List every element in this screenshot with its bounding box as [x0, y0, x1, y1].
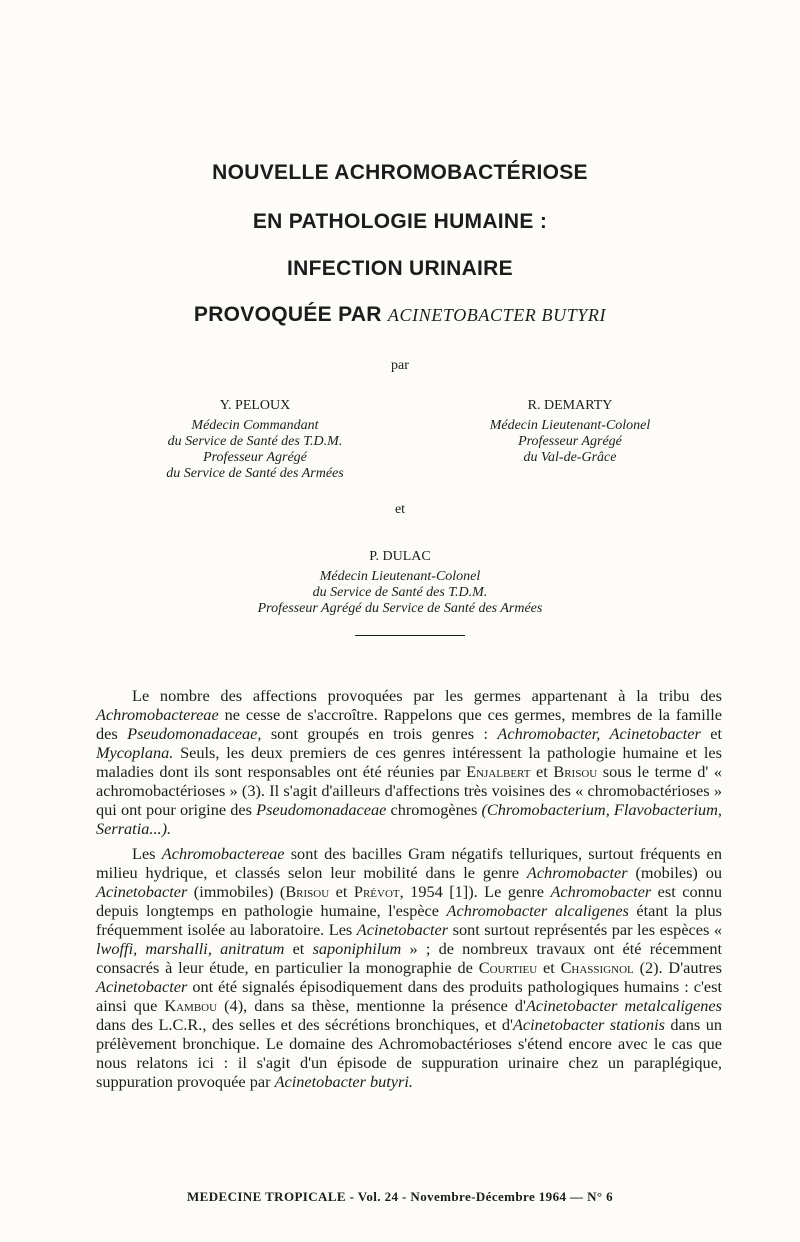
- author-name: Y. PELOUX: [219, 398, 291, 413]
- author-affiliation: Professeur Agrégé: [518, 434, 622, 449]
- paragraph-2: Les Achromobactereae sont des bacilles Gram négatifs telluriques, surtout fréquents en milieu hydrique, et classés selon leur mobilité dans le genre Achromobacter (mobiles) ou Acinetobacter (immobiles) (Brisou et Prévot, 1954 [1]). Le genre Achromobacter est connu depuis longtemps en pathologie humaine, l'espèce Achromobacter alcaligenes étant la plus fréquemment isolée au laboratoire. Les Acinetobacter sont surtout représentés par les espèces « lwoffi, marshalli, anitratum et saponiphilum » ; de nombreux travaux ont été récemment consacrés à leur étude, en particulier la monographie de Courtieu et Chassignol (2). D'autres Acinetobacter ont été signalés épisodiquement dans des produits pathologiques humains : c'est ainsi que Kambou (4), dans sa thèse, mentionne la présence d'Acinetobacter metalcaligenes dans des L.C.R., des selles et des sécrétions bronchiques, et d'Acinetobacter stationis dans un prélèvement bronchique. Le domaine des Achromobactérioses s'étend encore avec le cas que nous relatons ici : il s'agit d'un épisode de suppuration urinaire chez un paraplégique, suppuration provoquée par Acinetobacter butyri.: [96, 844, 723, 1091]
- separator-rule: [355, 635, 465, 636]
- byline-par: par: [391, 358, 409, 373]
- author-affiliation: du Service de Santé des T.D.M.: [312, 585, 488, 600]
- paragraph-1: Le nombre des affections provoquées par les germes appartenant à la tribu des Achromobactereae ne cesse de s'accroître. Rappelons que ces germes, membres de la famille des Pseudomonadaceae, sont groupés en trois genres : Achromobacter, Acinetobacter et Mycoplana. Seuls, les deux premiers de ces genres intéressent la pathologie humaine et les maladies dont ils sont responsables ont été réunies par Enjalbert et Brisou sous le terme d' « achromobactérioses » (3). Il s'agit d'ailleurs d'affections très voisines des « chromobactérioses » qui ont pour origine des Pseudomonadaceae chromogènes (Chromobacterium, Flavobacterium, Serratia...).: [96, 686, 723, 838]
- author-affiliation: Médecin Lieutenant-Colonel: [489, 418, 651, 433]
- journal-footer: MEDECINE TROPICALE - Vol. 24 - Novembre-Décembre 1964 — N° 6: [186, 1189, 614, 1204]
- author-name: P. DULAC: [369, 549, 431, 564]
- author-peloux: [105, 398, 405, 482]
- title-line-1: NOUVELLE ACHROMOBACTÉRIOSE: [212, 161, 588, 184]
- author-affiliation: du Val-de-Grâce: [523, 450, 617, 465]
- author-affiliation: du Service de Santé des T.D.M.: [167, 434, 343, 449]
- author-affiliation: Professeur Agrégé du Service de Santé des Armées: [257, 601, 543, 616]
- author-affiliation: Professeur Agrégé: [203, 450, 307, 465]
- author-name: R. DEMARTY: [527, 398, 613, 413]
- author-affiliation: Médecin Lieutenant-Colonel: [319, 569, 481, 584]
- author-dulac: [190, 549, 610, 617]
- title-line-4: [0, 302, 800, 328]
- author-demarty: [450, 398, 690, 466]
- author-affiliation: du Service de Santé des Armées: [166, 466, 344, 481]
- title-line-2: EN PATHOLOGIE HUMAINE :: [252, 210, 548, 233]
- title-line-3: INFECTION URINAIRE: [287, 257, 513, 280]
- title-organism: ACINETOBACTER BUTYRI: [387, 305, 607, 325]
- author-affiliation: Médecin Commandant: [191, 418, 319, 433]
- byline-et: et: [394, 502, 406, 517]
- title-prefix: PROVOQUÉE PAR: [193, 303, 382, 326]
- article-body: [96, 686, 722, 1091]
